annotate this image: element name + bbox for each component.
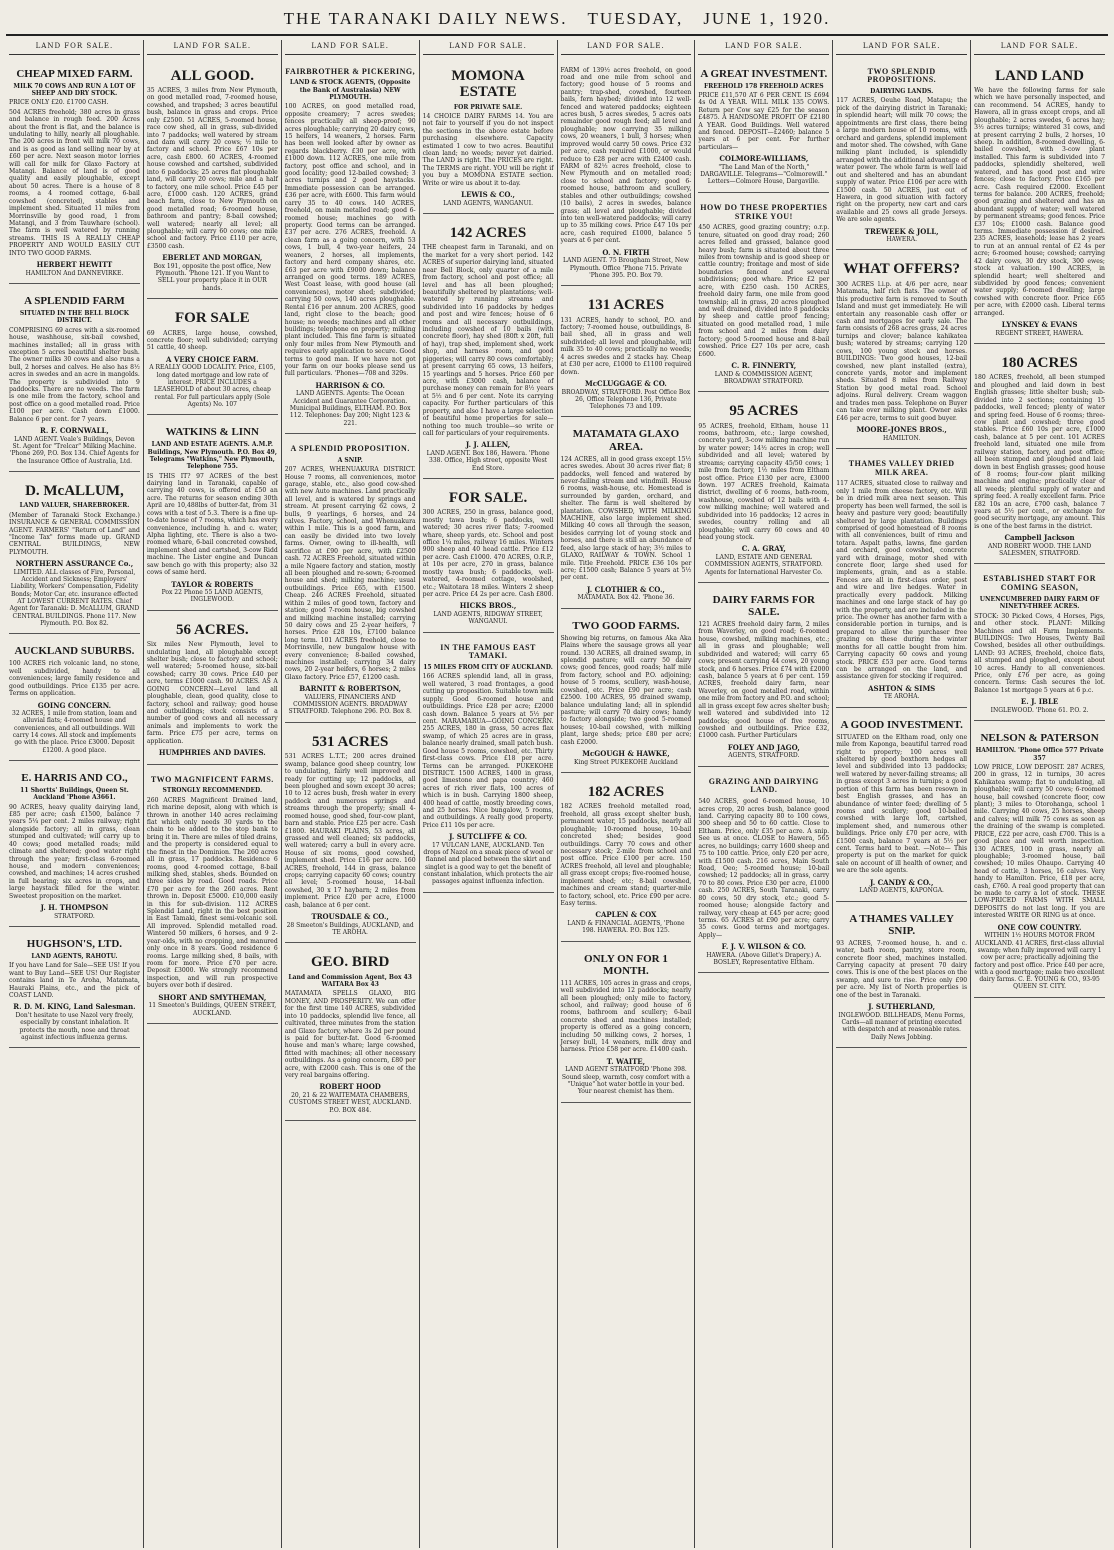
ad-agent-details: STRATFORD. xyxy=(54,912,95,920)
column-header: LAND FOR SALE. xyxy=(147,40,278,55)
ad-body: 95 ACRES, freehold, Eltham, house 11 rooms, bathroom, etc.; large cowshed, concrete yard, 3-cow milking machine run by water power; 14½ acres in crop; well subdivided and all level; watered by streams; carrying capacity 45/50 cows; 1 mile from factory, 1½ miles from Eltham post office. Price £130 per acre, £3000 down. 197 ACRES freehold, Kaimata district, dwelling of 6 rooms, bath-room, washhouse, cowshed of 12 bails with 4-cow milking machine; well watered and subdivided into 16 paddocks; 12 acres in swedes, country rolling and all ploughable; will carry 60 cows and 40 head young stock. xyxy=(698,422,830,541)
ad-agent-details: LAND AGENT. 75 Brougham Street, New Plymouth. Office 'Phone 715. Private 'Phone 395. P.O. Box 79. xyxy=(563,257,689,279)
ad-agent: SHORT AND SMYTHEMAN, xyxy=(158,992,267,1002)
ad-agent-details: WITHIN 1½ HOURS MOTOR FROM AUCKLAND. 41 ACRES, first-class alluvial swamp; when fully improved will carry 1 cow per acre; practically adjoining the factory and post office. Price £40 per acre, with a good mortgage; make two excellent dairy farms. C. E. YOUNG & CO., 93-95 QUEEN ST. CITY. xyxy=(974,932,1105,991)
ad-body: LOW PRICE, LOW DEPOSIT. 287 ACRES, 200 in grass, 12 in turnips, 30 acres Kahikatea swamp; flat to undulating, all ploughable; will carry 50 cows; 6-roomed house, bail cowshed (concrete floor, cow plant); 3 miles to Otorohanga, school 1 mile. Carrying 40 cows, 25 horses, sheep and calves; will milk 75 cows as soon as the draining of the swamp is completed. PRICE, £22 per acre, cash £700. This is a good place and well worth inspection. 130 ACRES, 100 in grass, nearly all ploughable; 3-roomed house, bail cowshed; 10 miles Ohaupo. Carrying 40 head of cattle, 3 horses, 16 calves. Very handy to Hamilton. Price, £18 per acre, cash, £760. A real good property that can be made to carry a lot of stock. THESE LOW-PRICED FARMS WITH SMALL DEPOSITS do not last long. If you are interested WRITE OR RING us at once. xyxy=(974,763,1105,920)
ad-agent-details: MATAMATA. Box 42. 'Phone 36. xyxy=(577,594,675,602)
ad-subhead: Land and Commission Agent, Box 43 WAITARA Box 43 xyxy=(288,973,412,989)
ad-agent: COLMORE-WILLIAMS, xyxy=(719,154,809,164)
ad-extra: 504 ACRES freehold; 380 acres in grass and balance in rough feed. 200 Acres about the front is flat, and the balance is undulating to hilly, nearly all ploughable. The 200 acres in front will milk 70 cows, and is as good as land selling near by at £60 per acre. Next season motor lorries will call for milk for Glaxo Factory at Matangi. Balance of land is of good quality and easily ploughable, except about 50 acres. There is a house of 8 rooms, a 4 roomed cottage, 6-bail cowshed (concreted), stables and implement shed. Situated 11 miles from Morrinsville by good road, 1 from Matangi, and 3 from Tauwhare (school). The farm is well watered by running streams. THIS IS A REALLY CHEAP PROPERTY AND WOULD EASILY CUT INTO TWO GOOD FARMS. xyxy=(9,108,140,257)
ad-headline: A GREAT INVESTMENT. xyxy=(700,67,828,80)
advertisement xyxy=(147,769,278,1024)
ad-body: 531 ACRES L.T.T.; 200 acres drained swamp, balance good sheep country, low to undulating, fairly well improved and ready for cutting up; 12 paddocks, all been ploughed and sown except 30 acres; 10 to 12 acres bush, fresh water in every paddock and numerous springs and streams through the property; small 4-roomed house, good shed, four-cow plant, barn and stable. Price £25 per acre. Cash £1800. HAURAKI PLAINS, 53 acres, all grassed and well cleaned; six paddocks, well watered; carry a bull in every acre. House of six rooms, good cowshed, implement shed. Price £16 per acre. 160 ACRES, freehold, 144 in grass, balance crops; carrying capacity 60 cows; country all level; 5-roomed house, 14-bail cowshed, 30 x 17 haybarn; 2 miles from implement. Price £20 per acre, £1000 cash, balance at 6 per cent. xyxy=(284,753,416,909)
ad-headline: WHAT OFFERS? xyxy=(843,261,960,278)
ad-subhead: FOR PRIVATE SALE. xyxy=(453,103,523,111)
ad-body: 93 ACRES, 7-roomed house, h. and c. water, bath room, pantry, store room, concrete floor shed, machines installed. Carrying capacity at present 70 dairy cows. This is one of the best places on the swamp, and sure to rise. Price only £90 per acre. My list of North properties is one of the best in Taranaki. xyxy=(836,939,968,999)
advertisement xyxy=(9,638,140,761)
advertisement xyxy=(974,568,1105,721)
advertisement xyxy=(147,61,278,300)
ad-agent-details: "The Land Man of the North," DARGAVILLE. Telegrams—"Colmorewill." Letters—Colmore House, Dargaville. xyxy=(700,163,828,186)
ad-agent: J. CLOTHIER & CO., xyxy=(587,584,665,594)
advertisement xyxy=(285,727,416,944)
ad-subhead: DAIRYING LANDS. xyxy=(870,88,934,96)
ad-body: STOCK: 30 Picked Cows, 4 Horses, Pigs, and other stock. PLANT: Milking Machines and all Farm Implements. BUILDINGS: Two Houses, Twenty Bail Cowshed, besides all other outbuildings. LAND: 93 ACRES, freehold, choice flats, all stumped and ploughed, except about 10 acres. Handy to all conveniences. Price, only £76 per acre, as going concern. Terms: Cash secures the lot. Balance 1st mortgage 5 years at 6 p.c. xyxy=(974,612,1105,694)
advertisement xyxy=(698,396,829,583)
ad-agent-details: REGENT STREET, HAWERA. xyxy=(995,329,1084,337)
ad-agent-details: LAND AGENT. Veale's Buildings, Devon St. Agent for "Trelcar" Milking Machine. 'Phone 269, P.O. Box 134. Chief Agents for the Insurance Office of Australia, Ltd. xyxy=(9,435,140,465)
ad-agent-details: LAND, ESTATE AND GENERAL COMMISSION AGENTS, STRATFORD. Agents for International Harvester Co. xyxy=(704,553,823,576)
ad-agent-details: 32 ACRES, 1 mile from station, loam and alluvial flats; 4-roomed house and conveniences, and all outbuildings. Will carry 14 cows. All stock and implements go with the place. Price £3000. Deposit £1200. A good place. xyxy=(12,710,137,754)
ad-agent: HARRISON & CO. xyxy=(315,380,385,390)
ad-body: 111 ACRES, 105 acres in grass and crops, well subdivided into 12 paddocks; nearly all been ploughed; only mile to factory, school, and railway; good house of 6 rooms, bathroom and scullery; 6-bail concrete shed and machines installed; property is offered as a going concern, including 50 milking cows, 2 horses, 1 Jersey bull, 14 weaners, milk dray and harness. Price £58 per acre. £1400 cash. xyxy=(560,979,692,1054)
ad-agent-details: Don't hesitate to use Nazol very freely, especially by constant inhalation. It protects the mouth, nose and throat against infectious influenza germs. xyxy=(15,1012,134,1041)
ad-subhead: A SNIP. xyxy=(337,456,363,464)
masthead xyxy=(6,4,1108,36)
advertisement xyxy=(698,61,829,193)
ad-agent: R. F. CORNWALL, xyxy=(40,426,109,436)
ad-body: MATAMATA SPELLS GLAXO, BIG MONEY, AND PROSPERITY. We can offer for the first time 140 ACRES, subdivided into 10 paddocks, splendid live fence, all cultivated, three minutes from the station and Glaxo factory, where 3s 2d per pound is paid for butter-fat. Good 6-roomed house and man's whare; large cowshed, fitted with machines; all other necessary outbuildings. As a going concern, £80 per acre, with £2000 cash. This is one of the very real bargains offering. xyxy=(284,990,416,1080)
ad-body: 90 ACRES, heavy quality dairying land, £85 per acre; cash £1500, balance 7 years 5¼ per cent. 2 miles railway; right alongside factory; all in grass, clean stumped and cultivated; will carry up to 40 cows; good metalled roads; mild climate and sheltered; good water right through the year; first-class 6-roomed house, and modern conveniences; cowshed, and machines; 14 acres crushed in full bearing; six acres in crops, and large haystack filled for the winter. Sweetest proposition on the market. xyxy=(9,803,140,900)
ad-agent-details: 17 VULCAN LANE, AUCKLAND. Ten drops of Nazol on a sneak piece of wool or flannel and placed between the skirt and singlet is a good way to get the benefit of constant inhalation, which protects the air passages against influenza infection. xyxy=(423,841,553,886)
advertisement xyxy=(285,61,416,434)
ad-agent: FOLEY AND JAGO, xyxy=(727,742,800,752)
ad-body: 117 ACRES, situated close to railway and only 1 mile from cheese factory, etc. Will be in dried milk area next season. This property has been well farmed, the soil is heavy and pasture very good; beautifully sheltered by large plantation. Buildings comprised of good homestead of 8 rooms with all conveniences, built of rimu and totara. Aspalt paths, lawns, fine garden and orchard, good cowshed, concrete yard with drainage, motor shed with concrete floor, large shed used for implements, grain, and as a stable. Fences are all in first-class order, post and wire and live hedges. Water in practically every paddock. Milking machines and one large stack of hay go with the property, and are included in the price. The owner has another farm with a considerable portion in turnips, and is prepared to allow the purchaser free grazing on these during the winter months for all cattle bought from him. Carrying capacity 60 cows and young stock. PRICE £53 per acre. Good terms can be arranged on the land, and assistance given for stocking if required. xyxy=(836,480,968,681)
ad-agent-details: HAWERA. (Above Gillet's Drapery.) A. BOSLEY, Representative Eltham. xyxy=(706,951,822,967)
ad-subhead: SITUATED IN THE BELL BLOCK DISTRICT. xyxy=(19,310,130,325)
advertisement xyxy=(9,931,140,1048)
ad-agent: TAYLOR & ROBERTS xyxy=(171,579,254,589)
ad-agent-details: A REALLY GOOD LOCALITY. Price, £105, long dated mortgage and low rate of interest. PRICE INCLUDES a LEASEHOLD of about 30 acres, cheap rental. For full particulars apply (Sole Agents) No. 107 xyxy=(149,364,276,408)
advertisement xyxy=(285,947,416,1121)
column-1 xyxy=(6,40,144,1548)
ad-agent: McGOUGH & HAWKE, xyxy=(582,749,670,759)
ad-agent-details: 11 Smeeton's Buildings, QUEEN STREET, AUCKLAND. xyxy=(148,1002,277,1017)
ad-headline: GRAZING AND DAIRYING LAND. xyxy=(708,776,819,795)
ad-body: 121 ACRES freehold dairy farm, 2 miles from Waverley, on good road; 6-roomed house, cowshed, milking machines, etc.; all in grass and ploughable; well subdivided and watered; will carry 65 cows; present carrying 44 cows, 20 young stock, and 6 horses. Price £74 with £2000 cash, balance 5 years at 6 per cent. 159 ACRES, freehold dairy farm, near Waverley, on good metalled road, within one mile from factory and P.O. and school; all in grass except few acres shelter bush; well watered and subdivided into 12 paddocks; good house of five rooms, cowshed and outbuildings. Price £32, £1000 cash. Further Particulars xyxy=(698,621,830,740)
advertisement xyxy=(698,197,829,392)
ad-headline: GEO. BIRD xyxy=(311,954,390,971)
ad-body: 35 ACRES, 3 miles from New Plymouth, on good metalled road, 7-roomed house, cowshed, and trapshed; 3 acres beautiful bush, balance in grass and crops. Price only £2500. 51 ACRES, 5-roomed house, race cow shed, all in grass, sub-divided into 7 paddocks; well watered by stream and dam will carry 20 cows; ½ mile to factory and school. Price £67 10s per acre, cash £800. 60 ACRES, 4-roomed house cowshed and cartshed, subdivided into 6 paddocks; 25 acres flat ploughable land, will carry 20 cows; mile and a half to factory, one mile school. Price £45 per acre, £1000 cash. 120 ACRES, grand beach farm, close to New Plymouth on good metalled road; 6-roomed house, bathroom and pantry; 8-bail cowshed; well watered; nearly all level; all ploughable; will carry 60 cows; one mile school and factory. Price £110 per acre, £3500 cash. xyxy=(146,87,278,250)
ad-agent: GOING CONCERN. xyxy=(37,700,112,710)
advertisement xyxy=(423,218,554,479)
ad-body: IS THIS IT? 97 ACRES of the best dairying land in Taranaki, capable of carrying 40 cows, is offered at £50 an acre. The returns for season ending 30th April are 10,488lbs of butter-fat, from 31 cows with a test of 5.3. There is a fine up-to-date house of 7 rooms, which has every convenience, including h. and c. water, Alpha lighting, etc. There is also a two-roomed whare, 6-bail concreted cowshed, implement shed and cartshed, 3-cow Ridd machine. The Lister engine and Duncan saw bench go with this property; also 32 cows of same herd. xyxy=(146,472,278,577)
ad-body: 260 ACRES Magnificent Drained land, rich marine deposit, along with which is thrown in another 140 acres reclaiming flat which only needs 30 yards to the chain to be added to the stop bank to bring it in. There are miles of tiled drains, and the property is considered equal to the finest in the Dominion. The 260 acres all in grass, 17 paddocks. Residence 6 rooms, good 4-roomed cottage, 8-bail milking shed, stables, sheds. Bounded on three sides by road. Good roads. Price £70 per acre for the 260 acres. Rent thrown in. Deposit £5000. £10,000 easily in this for sub-division. 112 ACRES Splendid Land, right in the best position in East Tamaki, finest semi-volcanic soil. All improved. Splendid metalled road. Wintered 50 milkers, 6 horses, and 9 2-year-olds, with no cropping, and manured only once in 8 years. Good residence 6 rooms. Large milking shed, 8 bails, with room for more. Price £70 per acre. Deposit £3000. We strongly recommend inspection, and will run prospective buyers over both if desired. xyxy=(146,796,278,990)
ad-agent: EBERLET AND MORGAN, xyxy=(162,253,263,263)
advertisement xyxy=(147,615,278,765)
column-3 xyxy=(282,40,420,1548)
ad-agent: MOORE-JONES BROS., xyxy=(856,424,947,434)
advertisement xyxy=(836,61,967,251)
advertisement xyxy=(561,61,692,287)
ad-agent: BARNITT & ROBERTSON, xyxy=(299,684,402,694)
ad-agent-details: AND ROBERT WOOD. THE LAND SALESMEN, STRATFORD. xyxy=(987,542,1092,558)
ad-subhead: 11 Shortts' Buildings, Queen St. Auckland 'Phone A3661. xyxy=(20,787,129,802)
ad-headline: TWO GOOD FARMS. xyxy=(572,619,680,632)
advertisement xyxy=(698,771,829,974)
ad-agent-details: AGENTS, STRATFORD. xyxy=(728,752,800,760)
ad-subhead: UNENCUMBERED DAIRY FARM OF NINETY-THREE ACRES. xyxy=(979,596,1100,611)
ad-agent-details: Box 191, opposite the post office, New Plymouth. 'Phone 121. If you Want to SELL your property place it in OUR hands. xyxy=(153,262,272,292)
ad-headline: NELSON & PATERSON xyxy=(980,732,1099,745)
ad-agent-details: HAMILTON. xyxy=(883,434,921,442)
ad-agent-details: HAMILTON And DANNEVIRKE. xyxy=(25,269,124,277)
ad-headline: CHEAP MIXED FARM. xyxy=(16,67,133,80)
advertisement xyxy=(561,613,692,773)
ad-headline: 531 ACRES xyxy=(312,733,389,750)
ad-headline: MOMONA ESTATE xyxy=(451,67,525,101)
ad-subhead: LAND VALUER, SHAREBROKER. xyxy=(19,502,130,510)
ad-agent: TREWEEK & JOLL, xyxy=(864,226,939,236)
ad-headline: FOR SALE xyxy=(175,310,250,327)
ad-agent: Campbell Jackson xyxy=(1004,533,1075,543)
ad-body: 300 ACRES, 250 in grass, balance good, mostly tawa bush; 6 paddocks, well watered; 30 acres river flats; 7-roomed whare, sheep yards, etc. School and post office 1¼ miles, railway 16 miles. Winters 900 sheep and 40 head cattle. Price £12 per acre. Cash £1000. 470 ACRES, O.R.P., at 10s per acre, 270 in grass, balance mostly tawa bush; 6 paddocks, well-watered, 4-roomed cottage, woolshed, etc.; Waitotara 18 miles. Winters 2 sheep per acre. Price £4 2s per acre. Cash £800. xyxy=(422,509,554,598)
ad-agent-details: Pox 22 Phone 55 LAND AGENTS, INGLEWOOD. xyxy=(161,589,264,604)
column-header: LAND FOR SALE. xyxy=(974,40,1105,55)
ad-agent-details: King Street PUKEKOHE Auckland xyxy=(574,758,678,766)
ad-subhead: LAND AND ESTATE AGENTS. A.M.P. Buildings, New Plymouth. P.O. Box 49, Telegrams "Watkins," New Plymouth, Telephone 755. xyxy=(147,441,277,471)
ad-body: 131 ACRES, handy to school, P.O. and factory; 7-roomed house, outbuildings, 8-bail shed, all in grass and well subdivided; all level and ploughable, will milk 35 to 40 cows; practically no weeds; 4 acres swedes and 2 stacks hay. Cheap at £30 per acre, £1000 to £1100 required down. xyxy=(560,316,692,376)
ad-body: FARM of 139½ acres freehold, on good road and one mile from school and factory; good house of 5 rooms and pantry; trap-shed, cowshed, fourteen bails, fern haybed; divided into 12 well-fenced and watered paddocks; eighteen acres bush, 5 acres swedes, 5 acres oats remainder good rough feed; all level and ploughable; now carrying 35 milking cows, 20 weaners, 1 bull, 3 horses; when improved would carry 50 cows. Price £32 per acre, cash required £1000, or would reduce to £28 per acre with £2400 cash. FARM of 82½ acres freehold, close to New Plymouth and on metalled road; close to school and factory; good 6-roomed house, bathroom and scullery, stables and other outbuildings; cowshed (10 bails), 2 acres in swedes, balance grass; all level and ploughable; divided into ten well-watered paddocks; will carry up to 35 milking cows. Price £47 10s per acre, cash required £1000, balance 5 years at 6 per cent. xyxy=(560,66,692,245)
ad-headline: A SPLENDID PROPOSITION. xyxy=(290,443,410,453)
ad-agent-details: LAND AGENTS, KAPONGA. xyxy=(859,887,944,895)
advertisement xyxy=(9,288,140,472)
advertisement xyxy=(836,712,967,902)
ad-headline: HOW DO THESE PROPERTIES STRIKE YOU! xyxy=(700,202,828,221)
ad-body: 14 CHOICE DAIRY FARMS 14. You are not fair to yourself if you do not inspect the sections in the above estate before purchasing elsewhere. Capacity estimated 1 cow to two acres. Beautiful clean land; no weeds; never yet dairied. The LAND is right. The PRICES are right. The TERMS are right. YOU will be right if you buy a MOMONA ESTATE section. Write or wire us about it to-day. xyxy=(422,112,554,187)
ad-body: PRICE ONLY £20. £1700 CASH. xyxy=(9,99,109,107)
column-header: LAND FOR SALE. xyxy=(9,40,140,55)
ad-headline: ALL GOOD. xyxy=(170,67,254,84)
ad-headline: A THAMES VALLEY SNIP. xyxy=(849,912,954,937)
ad-body: COMPRISING 69 acres with a six-roomed house, washhouse, six-bail cowshed, machines installed; all in grass with exception 5 acres beautiful shelter bush. The owner milks 30 cows and also runs a bull, 2 horses and calves. He also has 8½ acres in swedes and an acre in mangolds. The property is subdivided into 9 paddocks. There are no weeds. The farm is one mile from the factory, school and post office on a good metalled road. Price £100 per acre. Cash down £1000. Balance 6 per cent. for 7 years. xyxy=(9,326,140,423)
ad-agent: ONE COW COUNTRY. xyxy=(997,922,1082,932)
ad-headline: ONLY ON FOR 1 MONTH. xyxy=(584,952,668,977)
ad-body: PRICE £11,570 AT 6 PER CENT. IS £694 4s 0d A YEAR. WILL MILK 135 COWS. Return per Cow say £25 for the season £4875. A HANDSOME PROFIT OF £2180 A YEAR. Good Buildings. Well watered and fenced. DEPOSIT—£2460; balance 5 years at 6 per cent. For further particulars— xyxy=(698,91,830,151)
ad-headline: AUCKLAND SUBURBS. xyxy=(14,645,135,658)
ad-body: 69 ACRES, large house, cowshed, concrete floor; well subdivided; carrying 51 cattle, 40 sheep. xyxy=(146,329,278,352)
advertisement xyxy=(147,303,278,415)
ad-agent: E. J. IBLE xyxy=(1020,697,1059,707)
ad-headline: WATKINS & LINN xyxy=(165,426,259,439)
column-4 xyxy=(420,40,558,1548)
advertisement xyxy=(561,777,692,942)
advertisement xyxy=(423,483,554,633)
ad-headline: TWO SPLENDID PROPOSITIONS. xyxy=(867,66,937,85)
ad-agent: ROBERT HOOD xyxy=(319,1082,381,1092)
ad-agent-details: 28 Smeeton's Buildings, AUCKLAND, and TE AROHA. xyxy=(286,921,414,936)
ad-agent-details: LAND AGENTS, RIDGWAY STREET, WANGANUI. xyxy=(433,610,543,626)
ad-headline: D. McALLUM, xyxy=(25,482,124,499)
ad-agent: O. N. FIRTH xyxy=(602,247,650,257)
ad-agent: J. J. ALLEN, xyxy=(465,440,511,450)
ad-agent: TROUSDALE & CO., xyxy=(311,912,389,922)
ad-subhead: LAND & STOCK AGENTS, (Opposite the Bank of Australasia) NEW PLYMOUTH. xyxy=(289,79,411,101)
columns-container xyxy=(6,40,1108,1548)
ad-agent-details: INGLEWOOD. 'Phone 61. P.O. 2. xyxy=(990,706,1089,714)
ad-body: (Member of Taranaki Stock Exchange.) INSURANCE & GENERAL COMMISSION AGENT. FARMERS' "Return of Land" and "Income Tax" forms made up. GRAND CENTRAL BUILDINGS, NEW PLYMOUTH. xyxy=(9,511,140,556)
ad-headline: 95 ACRES xyxy=(729,403,799,420)
ad-agent-details: LAND AGENT. Box 186, Hawera. 'Phone 338. Office, High street, opposite West End Store. xyxy=(426,449,550,472)
ad-subhead: STRONGLY RECOMMENDED. xyxy=(162,787,263,795)
ad-body: 100 ACRES rich volcanic land, no stone, well subdivided, handy to all conveniences; large family residence and good outbuildings. Price £135 per acre. Terms on application. xyxy=(9,660,140,698)
advertisement xyxy=(423,637,554,893)
column-6 xyxy=(695,40,833,1548)
advertisement xyxy=(836,453,967,708)
column-header: LAND FOR SALE. xyxy=(423,40,554,55)
ad-agent-details: LIMITED. ALL classes of Fire, Personal, Accident and Sickness; Employers' Liability, Workers' Compensation, Fidelity Bonds; Motor Car, etc. insurance effected AT LOWEST CURRENT RATES. Chief Agent for Taranaki: D. McALLUM, GRAND CENTRAL BUILDINGS. Phone 117. New Plymouth. P.O. Box 82. xyxy=(9,568,140,627)
ad-headline: 131 ACRES xyxy=(587,297,665,314)
ad-subhead: HAMILTON. 'Phone Office 577 Private 357 xyxy=(975,747,1104,762)
advertisement xyxy=(836,254,967,448)
ad-headline: 182 ACRES xyxy=(587,783,665,800)
ad-subhead: LAND AGENTS, RAHOTU. xyxy=(31,953,118,961)
ad-agent: J. SUTCLIFFE & CO. xyxy=(449,832,528,842)
advertisement xyxy=(147,419,278,610)
advertisement xyxy=(9,61,140,284)
ad-agent: R. D. M. KING, Land Salesman. xyxy=(13,1002,136,1012)
ad-body: 450 ACRES, good grazing country; o.r.p. tenure, situated on good dray road; 260 acres felled and grassed, balance good heavy bush; farm is situated about three miles from township and is good sheep or cattle country; frontage and most of side boundaries fenced and several subdivisions; good whare. Price £2 per acre, with £250 cash. 150 ACRES, freehold dairy farm, one mile from good township; all in grass, 20 acres ploughed and well drained, divided into 8 paddocks by sheep and cattle proof fencing; situated on good metalled road, 1 mile from school and 2 miles from dairy factory; good 5-roomed house and 8-bail cowshed. Price £27 10s per acre, cash £600. xyxy=(698,224,830,358)
ad-agent: C. A. GRAY, xyxy=(741,544,786,554)
column-2 xyxy=(144,40,282,1548)
ad-body: SITUATED on the Eltham road, only one mile from Kaponga, beautiful tarred road right to property; 100 acres well sheltered by good boxthorn hedges all level and subdivided into 13 paddocks; well watered by never-failing streams; all in grass except 3 acres in turnips; a good portion of this farm has been resown in best English grasses, and has an abundance of winter feed; dwelling of 5 rooms and scullery; good 10-bailed cowshed with large loft, cartshed, implement shed, and numerous other buildings. Price only £70 per acre, with £1500 cash, balance 7 years at 5½ per cent. Terms hard to beat. —Note— This property is put on the market for quick sale on account of ill health of owner, and we are the sole agents. xyxy=(836,733,968,875)
column-header: LAND FOR SALE. xyxy=(285,40,416,55)
ad-agent-details: TE AROHA. xyxy=(883,693,920,701)
ad-agent-details: INGLEWOOD. BILLHEADS, Menu Forms, Cards—all manner of printing executed with despatch and at reasonable rates. Daily News Jobbing. xyxy=(838,1011,966,1041)
ad-agent: T. WAITE, xyxy=(606,1056,646,1066)
masthead-day: TUESDAY, xyxy=(587,9,684,28)
column-5 xyxy=(558,40,696,1548)
ad-body: 540 ACRES, good 6-roomed house, 10 acres crop, 20 acres bush, balance good land. Carrying capacity 80 to 100 cows, 300 sheep and 50 to 60 cattle. Close to Eltham. Price, only £35 per acre. A snip. See us at once. CLOSE to Hawera, 565 acres, no buildings; carry 1600 sheep and 75 to 100 cattle. Price, only £20 per acre, with £1500 cash. 216 acres, Main South Road, Oeo; 5-roomed house; 10-bail cowshed; 12 paddocks; all in grass, carry 70 to 80 cows. Price £30 per acre, £1000 cash. 250 ACRES, South Taranaki, carry 80 cows, 50 dry stock, etc.; good 5-roomed house; alongside factory and railway, very cheap at £45 per acre; good terms. 65 ACRES at £90 per acre; carry 35 cows. Good terms and mortgages. Apply— xyxy=(698,798,830,939)
ad-subhead: 15 MILES FROM CITY OF AUCKLAND. xyxy=(423,664,553,672)
ad-agent-details: LAND AGENTS, WANGANUI. xyxy=(443,199,534,207)
advertisement xyxy=(836,906,967,1048)
column-8 xyxy=(971,40,1108,1548)
ad-headline: 142 ACRES xyxy=(449,224,527,241)
ad-body: Showing big returns, on famous Aka Aka Plains where the sausage grows all year round. 130 ACRES, all drained swamp, in splendid pasture; will carry 50 dairy cows; good fences, good roads; half mile from factory, school and P.O. adjoining; house of 5 rooms, scullery, wash-house, cowshed, etc. Price £90 per acre; cash £2500. 100 ACRES, 95 drained swamp, balance undulating land; all in splendid pasture; will carry 70 dairy cows; handy to factory alongside; two good 5-roomed houses; 10-bail cowshed, with milking plant, large sheds; price £80 per acre; cash £2000. xyxy=(560,634,692,746)
ad-body: 180 ACRES, freehold, all been stumped and ploughed and laid down in best English grasses; little shelter bush; sub-divided into 2 sections; containing 15 paddocks, well fenced; plenty of water and spring feed. House of 6 rooms; three-cow plant and cowshed; three good stables. Price £60 10s per acre, £1000 cash, balance at 5 per cent. 101 ACRES freehold land, situated one mile from railway station, factory, and post office; all been stumped and ploughed and laid down in best English grasses; good house of 8 rooms; four-cow plant milking machine and engine; practically clear of all weeds; plentiful supply of water and spring feed. A really excellent farm. Price £82 10s an acre, £700 cash, balance 7 years at 5½ per cent., or exchange for good security mortgage, any amount. This is one of the best farms in the district. xyxy=(974,374,1105,530)
ad-agent: NORTHERN ASSURANCE Co., xyxy=(15,559,134,569)
ad-body: 300 ACRES l.i.p. at 4/6 per acre, near Matamata, half rich flats. The owner of this productive farm is removed to South Island and must get immediately. He will entertain any reasonable cash offer or cash and mortgages for early sale. The farm consists of 268 acres grass, 24 acres turnips and clover; balance kahikatea bush; watered by streams; carrying 120 cows, 100 young stock and horses. BUILDINGS: Two good houses, 12-bail cowshed, new plant installed (extra), concrete yards, motor and implement sheds. Situated 8 miles from Railway Station by good metal road. School adjoins. Rural delivery. Cream waggon and trades men pass. Telephone on Buyer can take over milking plant. Owner asks £46 per acre, terms to suit good buyer. xyxy=(836,280,968,422)
ad-body: 117 ACRES, Oeuhe Road, Matapu; the pick of the dairying district in Taranaki; in splendid heart; will milk 70 cows; the appointments are first class, there being a large modern house of 10 rooms, with orchard and gardens, splendid implement and motor shed. The cowshed, with Gane milking plant included, is splendidly arranged with the additional advantage of water power. The whole farm is well laid out and sheltered and has an abundant supply of water. Price £106 per acre with £1500 cash. 50 ACRES, just out of Hawera, in good situation with factory right on the property, new cart and cars available and 25 cows all grade Jerseys. We are sole agents. xyxy=(836,97,968,224)
advertisement xyxy=(285,438,416,723)
ad-agent-details: VALUERS, FINANCIERS AND COMMISSION AGENTS. BROADWAY STRATFORD. Telephone 296. P.O. Box 8. xyxy=(288,693,412,716)
column-header: LAND FOR SALE. xyxy=(698,40,829,55)
advertisement xyxy=(423,61,554,214)
ad-headline: FAIRBROTHER & PICKERING, xyxy=(285,66,416,76)
ad-headline: A GOOD INVESTMENT. xyxy=(840,718,963,731)
ad-agent: A VERY CHOICE FARM. xyxy=(166,354,259,364)
advertisement xyxy=(974,725,1105,998)
ad-headline: THAMES VALLEY DRIED MILK AREA. xyxy=(848,458,955,477)
ad-body: 124 ACRES, all in good grass except 15½ acres swedes. About 30 acres river flat; 8 paddocks, well fenced and watered by never-failing stream and windmill. House 6 rooms, wash-house, etc. Homestead is surrounded by garden, orchard, and shelter. The farm is well sheltered by plantation. COWSHED, WITH MILKING MACHINE, also large implement shed. Milking 40 cows all through the season, besides carrying lot of young stock and horses, and there is still an abundance of feed, also large stack of hay; 3½ miles to GLAXO, RAILWAY & TOWN. School 1 mile. Title Freehold. PRICE £36 10s per acre; £1500 cash; Balance 5 years at 5½ per cent. xyxy=(560,455,692,582)
ad-agent: J. H. THOMPSON xyxy=(40,903,109,913)
column-header: LAND FOR SALE. xyxy=(836,40,967,55)
masthead-title: THE TARANAKI DAILY NEWS. xyxy=(283,9,568,28)
ad-headline: LAND LAND xyxy=(995,67,1084,84)
ad-body: 166 ACRES splendid land, all in grass, well watered, 3 road frontages, a good cutting up proposition. Suitable town milk supply. Good 6-roomed house and outbuildings. Price £28 per acre; £2000 cash down. Balance 5 years at 5½ per cent. MARAMARUA—GOING CONCERN. 255 ACRES, 180 in grass, 50 acres flax swamp, of which 25 acres are in grass, balance nearly drained, small patch bush. Good house 5 rooms, cowshed, etc. Thirty first-class cows. Price £18 per acre. Terms can be arranged. PUKEKOHE DISTRICT. 1500 ACRES, 1400 in grass, good limestone and papa country; 460 acres of rich river flats, 100 acres of which is in bush. Carrying 1800 sheep, 400 head of cattle, mostly breeding cows, and 25 horses. Nice bungalow, 5 rooms, and outbuildings. A really good property. Price £11 10s per acre. xyxy=(422,673,554,829)
ad-body: If you have Land for Sale—SEE US! If you want to Buy Land—SEE US! Our Register contains land in Te Aroha, Matamata, Hauraki Plains, etc., and the pick of COAST LAND. xyxy=(9,962,140,1000)
ad-headline: HUGHSON'S, LTD. xyxy=(26,937,123,950)
ad-agent: LYNSKEY & EVANS xyxy=(1001,320,1078,330)
ad-agent: ASHTON & SIMS xyxy=(868,683,936,693)
ad-headline: TWO MAGNIFICENT FARMS. xyxy=(150,774,274,784)
ad-agent: McCLUGGAGE & CO. xyxy=(585,379,667,388)
advertisement xyxy=(561,421,692,608)
ad-headline: 180 ACRES xyxy=(1001,354,1078,371)
advertisement xyxy=(9,765,140,927)
ad-agent: F. J. V. WILSON & CO. xyxy=(721,942,806,952)
ad-body: 182 ACRES freehold metalled road, freehold, all grass except shelter bush, permanent water, 15 paddocks, nearly all ploughable; 10-roomed house, 10-bail concreted shed; besides good outbuildings. Carry 70 cows and other necessary stock; 2-mile from school and post office. Price £100 per acre. 150 ACRES freehold, all level and ploughable; all grass except crops; five-roomed house, implement shed; etc; 8-bail cowshed, machines and cream stand; quarter-mile to factory, school, etc. Price £90 per acre. Easy terms. xyxy=(560,803,692,907)
ad-headline: E. HARRIS AND CO., xyxy=(21,771,128,784)
advertisement xyxy=(974,61,1105,344)
ad-agent: LEWIS & CO., xyxy=(461,190,515,200)
ad-agent: J. CANDY & CO., xyxy=(869,877,934,887)
advertisement xyxy=(561,946,692,1103)
ad-headline: FOR SALE. xyxy=(448,489,528,506)
column-7 xyxy=(833,40,971,1548)
ad-headline: 56 ACRES. xyxy=(176,621,249,638)
ad-agent: J. SUTHERLAND, xyxy=(868,1002,936,1012)
ad-agent: HUMPHRIES AND DAVIES. xyxy=(158,748,266,758)
ad-headline: IN THE FAMOUS EAST TAMAKI. xyxy=(440,642,536,661)
ad-headline: ESTABLISHED START FOR COMING SEASON, xyxy=(983,574,1097,593)
ad-agent: HERBERT HEWITT xyxy=(36,260,113,270)
ad-body: 100 ACRES, on good metalled road, opposite creamery; 7 acres swedes; fences practically all sheep-proof; 90 acres ploughable; carrying 20 dairy cows, 15 heifers, 14 weaners, 2 horses. Farm has been well looked after by owner as regards blackberry. £30 per acre, with £1000 down. 112 ACRES, one mile from factory, post office and school, and in good locality; good 12-bailed cowshed; 3 acres turnips and 2 good haystacks. Immediate possession can be arranged. £36 per acre, with £600. This farm would carry 35 to 40 cows. 140 ACRES, freehold, on main metalled road; good 6-roomed house; machines go with property. Good terms can be arranged. £37 per acre. 276 ACRES, freehold. A clean farm as a going concern, with 53 cows, 1 bull, 4 two-year heifers, 24 weaners, 2 horses, all implements, factory and herd company shares, etc. £63 per acre with £9000 down; balance arranged on good terms. 189 ACRES, West Coast lease, with good house (all conveniences), motor shed; subdivided; carrying 50 cows, 140 acres ploughable. Rental £16 per annum. 200 ACRES, good land, right close to the beach; good house; no weeds; machines and all other buildings; telephone on property; milking plant included. This fine farm is situated only four miles from New Plymouth and requires early application to secure. Good terms to good man. If we have not got your farm on our books please send us full particulars. 'Phones—708 and 329s. xyxy=(284,103,416,378)
ad-agent: C. R. FINNERTY, xyxy=(731,360,797,370)
ad-agent-details: LAND AGENTS. Agents: The Ocean Accident and Guarantee Corporation. Municipal Buildings, ELTHAM. P.O. Box 112. Telephones: Day 200; Night 123 & 221. xyxy=(289,390,411,427)
ad-agent-details: LAND AGENT STRATFORD 'Phone 398. Sound sleep, warmth, cosy comfort with a "Unique" hot water bottle in your bed. Your nearest chemist has them. xyxy=(561,1066,691,1096)
ad-agent: CAPLEN & COX xyxy=(595,910,657,920)
ad-agent-details: LAND & FINANCIAL AGENTS, 'Phone 198. HAWERA. P.O. Box 125. xyxy=(567,919,685,935)
ad-agent-details: LAND & COMMISSION AGENT, BROADWAY STRATFORD. xyxy=(714,370,813,385)
advertisement xyxy=(974,348,1105,565)
ad-body: 207 ACRES, WHENUAKURA DISTRICT. House 7 rooms, all conveniences, motor garage, stable, etc., also good cow-shed with new Auto machines. Land practically all level, and is watered by springs and stream. At present carrying 62 cows, 2 bulls, 9 yearlings, 6 horses, and 24 calves. Factory, school, and Whenuakura within 1 mile. This is a good farm, and can easily be divided into two lovely farms. Owner, owing to ill-health, will sacrifice at £90 per acre, with £2500 cash. 72 ACRES Freehold, situated within a mile Ngaere factory and station, mostly all been ploughed and re-sown; 6-roomed house and shed; milking machine; usual outbuildings. Price £65, with £1500. Cheap. 246 ACRES Freehold, situated within 2 miles of good town, factory and station; good 7-room house, big cowshed and milking machine installed; carrying 50 dairy cows and 25 2-year heifers, 7 horses. Price £28 10s, £7100 balance long term. 101 ACRES freehold, close to Morrinsville, new bungalow house with every convenience; 8-bailed cowshed, machines installed; carrying 34 dairy cows, 20 2-year heifers, 6 horses; 2 miles Glaxo factory. Price £57, £1200 cash. xyxy=(284,466,416,681)
ad-body: We have the following farms for sale which we have personally inspected, and can recommend. 54 ACRES, handy to Hawera, all in grass except crops, and all ploughable; 2 acres swedes, 6 acres hay; 3½ acres turnips; wintered 31 cows, and at present carrying 2 bulls, 2 horses, 10 sheep. In addition, 8-roomed dwelling, 6-bailed cowshed, with 3-cow plant installed. This farm is subdivided into 7 paddocks, splendidly sheltered, well watered, and has good post and wire fences; close to factory. Price £165 per acre. Cash required £2000. Excellent terms for balance. 200 ACRES, freehold; good grazing and sheltered and has an abundant supply of water; well watered by permanent streams; good fences. Price £37 10s; £1000 cash. Balance good terms. Immediate possession if desired. 235 ACRES, leasehold; lease has 2 years to run at an annual rental of £2 4s per acre; 6-roomed house; cowshed; carrying 42 dairy cows, 30 dry stock, 300 ewes; stock at valuation. 190 ACRES, in splendid heart; well sheltered and subdivided by good fences; convenient water supply; 6-roomed dwelling; large cowshed with concrete floor. Price £65 per acre, with £2000 cash. Liberal terms arranged. xyxy=(974,87,1105,317)
ad-subhead: MILK 70 COWS AND RUN A LOT OF SHEEP AND DRY STOCK. xyxy=(13,82,136,97)
advertisement xyxy=(698,587,829,767)
advertisement xyxy=(9,476,140,634)
advertisement xyxy=(561,290,692,417)
ad-agent-details: 20, 21 & 22 WAITEMATA CHAMBERS, CUSTOMS STREET WEST, AUCKLAND. P.O. BOX 484. xyxy=(289,1092,412,1114)
ad-body: THE cheapest farm in Taranaki, and on the market for a very short period. 142 ACRES of superior dairying land, situated near Bell Block, only quarter of a mile from factory, school and post office; all level and has all been ploughed; beautifully sheltered by plantations; well-watered by running streams and subdivided into 16 paddocks by hedges and post and wire fences; house of 6 rooms and all necessary outbuildings, including cowshed of 10 bails (with concrete floor), hay shed (80ft x 20ft, full of hay), trap shed, implement shed, work shop, and harness room, and good piggeries; will carry 80 cows comfortably; at present carrying 65 cows, 13 heifers, 15 yearlings and 5 horses. Price £60 per acre, with £3000 cash, balance of purchase money can remain for 8½ years at 5½ and 6 per cent. Note its carrying capacity. For further particulars of this property, and also I have a large selection of beautiful home properties for sale—nothing too much trouble—so write or call for particulars of your requirements. xyxy=(422,244,554,437)
ad-subhead: FREEHOLD 178 FREEHOLD ACRES xyxy=(704,82,824,90)
ad-body: Six miles New Plymouth, level to undulating land, all ploughable except shelter bush; close to factory and school; well watered; 5-roomed house, six-bail cowshed; carry 30 cows. Price £40 per acre, terms £1000 cash. 90 ACRES. AS A GOING CONCERN—Level land all ploughable, clean, good quality, close to factory, school and railway; good house and outbuildings; stock consists of a number of good cows and all necessary animals and implements to work the farm. Price £75 per acre, terms on application. xyxy=(146,641,278,745)
ad-agent-details: HAWERA. xyxy=(886,236,917,244)
ad-agent: HICKS BROS., xyxy=(459,601,517,611)
ad-headline: DAIRY FARMS FOR SALE. xyxy=(712,593,815,618)
ad-headline: MATAMATA GLAXO AREA. xyxy=(572,428,680,453)
ad-agent-details: BROADWAY, STRATFORD. Post Office Box 26, Office Telephone 136, Private Telephones 73 and 109. xyxy=(561,388,691,411)
column-header: LAND FOR SALE. xyxy=(561,40,692,55)
masthead-date: JUNE 1, 1920. xyxy=(703,9,831,28)
ad-headline: A SPLENDID FARM xyxy=(24,294,125,307)
